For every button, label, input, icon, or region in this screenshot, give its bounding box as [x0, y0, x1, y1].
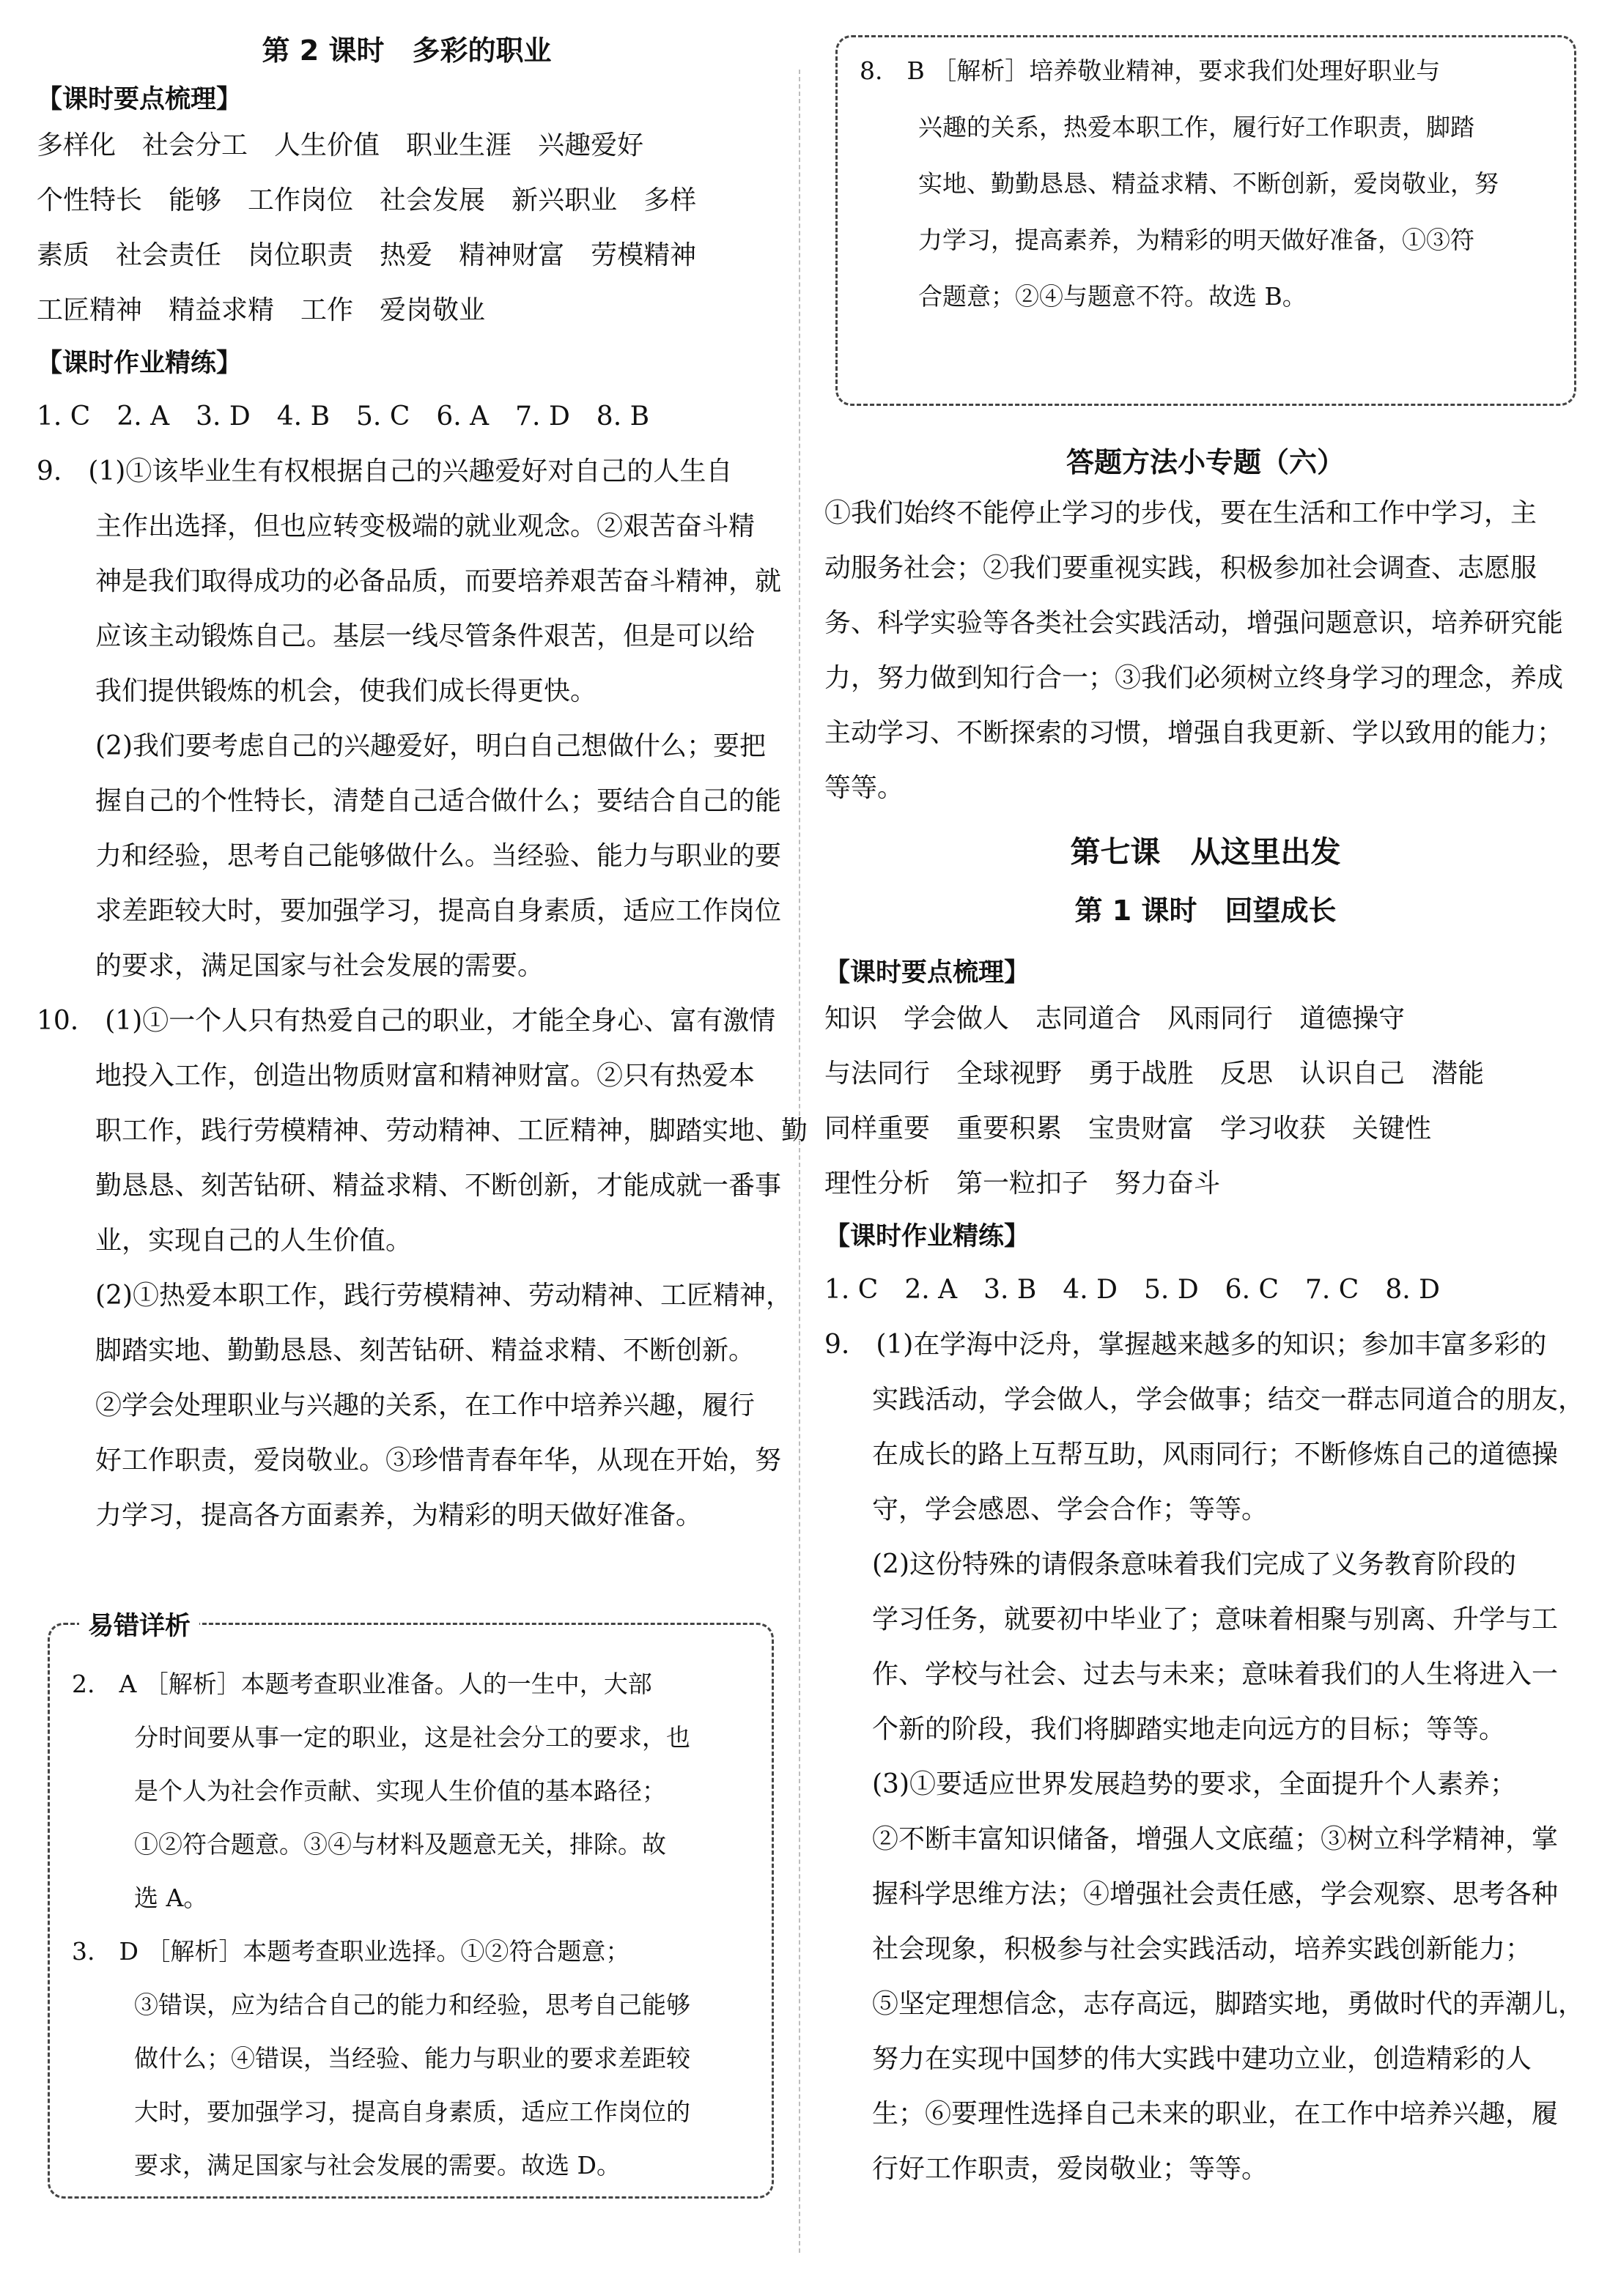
- section-exercises: 【课时作业精练】: [37, 349, 243, 378]
- error-line: 做什么；④错误，当经验、能力与职业的要求差距较: [134, 2044, 690, 2073]
- special-line: 务、科学实验等各类社会实践活动，增强问题意识，培养研究能: [824, 608, 1564, 638]
- section-key-points: 【课时要点梳理】: [37, 85, 243, 114]
- q9-line: 主作出选择，但也应转变极端的就业观念。②艰苦奋斗精: [95, 511, 756, 541]
- error-line: 是个人为社会作贡献、实现人生价值的基本路径；: [134, 1777, 666, 1805]
- keyword: 精神财富: [459, 240, 565, 270]
- keyword: 道德操守: [1299, 1004, 1406, 1034]
- keyword: 同样重要: [824, 1114, 931, 1144]
- q9-line: 生；⑥要理性选择自己未来的职业，在工作中培养兴趣，履: [872, 2099, 1559, 2129]
- keyword: 能够: [169, 185, 222, 215]
- keyword: 社会责任: [116, 240, 222, 270]
- special-topic-title: 答题方法小专题（六）: [1066, 446, 1345, 478]
- q10-line: (2)①热爱本职工作，践行劳模精神、劳动精神、工匠精神，: [95, 1281, 792, 1311]
- keyword: 岗位职责: [248, 240, 354, 270]
- q9-line: 我们提供锻炼的机会，使我们成长得更快。: [95, 676, 597, 706]
- keyword-row: [37, 289, 512, 327]
- special-line: ①我们始终不能停止学习的步伐，要在生活和工作中学习，主: [824, 498, 1537, 528]
- keyword-row: [37, 179, 723, 217]
- keyword: 宝贵财富: [1088, 1114, 1194, 1144]
- q9-line: 9. (1)①该毕业生有权根据自己的兴趣爱好对自己的人生自: [37, 456, 733, 486]
- keyword: 爱岗敬业: [380, 295, 486, 325]
- error-line: 2. A ［解析］本题考查职业准备。人的一生中，大部: [72, 1670, 652, 1698]
- q9-line: 个新的阶段，我们将脚踏实地走向远方的目标；等等。: [872, 1714, 1506, 1744]
- keyword: 重要积累: [956, 1114, 1063, 1144]
- keyword-row: [824, 998, 1431, 1035]
- keyword: 素质: [37, 240, 90, 270]
- error-analysis-title: 易错详析: [79, 1606, 199, 1643]
- q10-line: 勤恳恳、刻苦钻研、精益求精、不断创新，才能成就一番事: [95, 1171, 782, 1201]
- q9-line: 社会现象，积极参与社会实践活动，培养实践创新能力；: [872, 1934, 1532, 1964]
- analysis-box-q8: [835, 35, 1576, 406]
- q10-line: 职工作，践行劳模精神、劳动精神、工匠精神，脚踏实地、勤: [95, 1116, 808, 1146]
- keyword: 学习收获: [1220, 1114, 1326, 1144]
- keyword: 工作: [300, 295, 354, 325]
- keyword: 与法同行: [824, 1059, 931, 1089]
- error-line: 大时，要加强学习，提高自身素质，适应工作岗位的: [134, 2097, 690, 2126]
- error-analysis-box: [48, 1612, 774, 2199]
- keyword: 个性特长: [37, 185, 143, 215]
- keyword: 热爱: [380, 240, 433, 270]
- keyword: 全球视野: [956, 1059, 1063, 1089]
- q9-line: 神是我们取得成功的必备品质，而要培养艰苦奋斗精神，就: [95, 566, 782, 596]
- keyword: 潜能: [1431, 1059, 1485, 1089]
- keyword: 勇于战胜: [1088, 1059, 1194, 1089]
- box-line: 兴趣的关系，热爱本职工作，履行好工作职责，脚踏: [918, 113, 1474, 141]
- keyword: 新兴职业: [512, 185, 618, 215]
- special-line: 等等。: [824, 773, 904, 803]
- box-line: 合题意；②④与题意不符。故选 B。: [918, 282, 1307, 311]
- error-line: 分时间要从事一定的职业，这是社会分工的要求，也: [134, 1723, 690, 1752]
- q9-line: 应该主动锻炼自己。基层一线尽管条件艰苦，但是可以给: [95, 621, 756, 651]
- answer-key: 1. C 2. A 3. D 4. B 5. C 6. A 7. D 8. B: [37, 401, 650, 432]
- error-line: 要求，满足国家与社会发展的需要。故选 D。: [134, 2151, 621, 2180]
- q9-line: 学习任务，就要初中毕业了；意味着相聚与别离、升学与工: [872, 1604, 1559, 1634]
- q10-line: 地投入工作，创造出物质财富和精神财富。②只有热爱本: [95, 1061, 756, 1091]
- q9-line: 握科学思维方法；④增强社会责任感，学会观察、思考各种: [872, 1879, 1559, 1909]
- section-exercises: 【课时作业精练】: [824, 1222, 1030, 1251]
- q10-line: 好工作职责，爱岗敬业。③珍惜青春年华，从现在开始，努: [95, 1445, 782, 1475]
- q9-line: 作、学校与社会、过去与未来；意味着我们的人生将进入一: [872, 1659, 1559, 1689]
- q9-line: (3)①要适应世界发展趋势的要求，全面提升个人素养；: [872, 1769, 1516, 1799]
- keyword: 职业生涯: [406, 130, 512, 160]
- q10-line: 业，实现自己的人生价值。: [95, 1226, 413, 1256]
- q9-line: 努力在实现中国梦的伟大实践中建功立业，创造精彩的人: [872, 2044, 1532, 2074]
- keyword: 人生价值: [274, 130, 380, 160]
- keyword: 多样: [643, 185, 697, 215]
- box-line: 力学习，提高素养，为精彩的明天做好准备，①③符: [918, 226, 1474, 254]
- q9-line: 守，学会感恩、学会合作；等等。: [872, 1495, 1269, 1525]
- keyword: 劳模精神: [591, 240, 697, 270]
- keyword: 社会发展: [380, 185, 486, 215]
- keyword-row: [824, 1053, 1510, 1090]
- lesson-title: 第 1 课时 回望成长: [1074, 895, 1337, 927]
- box-line: 8. B ［解析］培养敬业精神，要求我们处理好职业与: [860, 56, 1441, 85]
- q9-line: 行好工作职责，爱岗敬业；等等。: [872, 2154, 1269, 2184]
- keyword: 兴趣爱好: [538, 130, 644, 160]
- keyword-row: [824, 1163, 1247, 1200]
- error-line: ③错误，应为结合自己的能力和经验，思考自己能够: [134, 1991, 690, 2019]
- q10-line: 10. (1)①一个人只有热爱自己的职业，才能全身心、富有激情: [37, 1006, 776, 1036]
- keyword: 志同道合: [1035, 1004, 1142, 1034]
- error-line: 选 A。: [134, 1884, 208, 1912]
- keyword-row: [824, 1108, 1458, 1145]
- q10-line: 力学习，提高各方面素养，为精彩的明天做好准备。: [95, 1500, 703, 1530]
- keyword: 精益求精: [169, 295, 275, 325]
- keyword: 第一粒扣子: [956, 1169, 1089, 1199]
- column-divider: [799, 70, 800, 2253]
- q9-line: 在成长的路上互帮互助，风雨同行；不断修炼自己的道德操: [872, 1440, 1559, 1470]
- q9-line: 握自己的个性特长，清楚自己适合做什么；要结合自己的能: [95, 786, 782, 816]
- error-line: 3. D ［解析］本题考查职业选择。①②符合题意；: [72, 1937, 630, 1966]
- keyword: 关键性: [1352, 1114, 1432, 1144]
- q9-line: 的要求，满足国家与社会发展的需要。: [95, 951, 544, 981]
- q9-line: (2)这份特殊的请假条意味着我们完成了义务教育阶段的: [872, 1549, 1516, 1580]
- q9-line: ②不断丰富知识储备，增强人文底蕴；③树立科学精神，掌: [872, 1824, 1559, 1854]
- keyword: 学会做人: [904, 1004, 1010, 1034]
- special-line: 主动学习、不断探索的习惯，增强自我更新、学以致用的能力；: [824, 718, 1564, 748]
- unit-title: 第七课 从这里出发: [1070, 834, 1341, 870]
- keyword: 努力奋斗: [1115, 1169, 1221, 1199]
- keyword-row: [37, 234, 723, 272]
- keyword: 理性分析: [824, 1169, 931, 1199]
- keyword: 多样化: [37, 130, 117, 160]
- q9-line: 求差距较大时，要加强学习，提高自身素质，适应工作岗位: [95, 896, 782, 926]
- q9-line: ⑤坚定理想信念，志存高远，脚踏实地，勇做时代的弄潮儿，: [872, 1989, 1585, 2019]
- q9-line: 实践活动，学会做人，学会做事；结交一群志同道合的朋友，: [872, 1385, 1585, 1415]
- q10-line: 脚踏实地、勤勤恳恳、刻苦钻研、精益求精、不断创新。: [95, 1336, 756, 1366]
- keyword: 工作岗位: [248, 185, 354, 215]
- keyword: 知识: [824, 1004, 878, 1034]
- section-key-points: 【课时要点梳理】: [824, 958, 1030, 988]
- keyword: 风雨同行: [1167, 1004, 1274, 1034]
- q10-line: ②学会处理职业与兴趣的关系，在工作中培养兴趣，履行: [95, 1390, 756, 1421]
- q9-line: 9. (1)在学海中泛舟，掌握越来越多的知识；参加丰富多彩的: [824, 1330, 1547, 1360]
- keyword: 反思: [1220, 1059, 1274, 1089]
- lesson-title: 第 2 课时 多彩的职业: [262, 34, 552, 67]
- keyword-row: [37, 125, 670, 162]
- error-line: ①②符合题意。③④与材料及题意无关，排除。故: [134, 1830, 666, 1859]
- box-line: 实地、勤勤恳恳、精益求精、不断创新，爱岗敬业，努: [918, 169, 1499, 198]
- special-line: 动服务社会；②我们要重视实践，积极参加社会调查、志愿服: [824, 553, 1537, 583]
- q9-line: (2)我们要考虑自己的兴趣爱好，明白自己想做什么；要把: [95, 731, 766, 761]
- keyword: 认识自己: [1299, 1059, 1406, 1089]
- q9-line: 力和经验，思考自己能够做什么。当经验、能力与职业的要: [95, 841, 782, 871]
- answer-key: 1. C 2. A 3. B 4. D 5. D 6. C 7. C 8. D: [824, 1275, 1441, 1305]
- special-line: 力，努力做到知行合一；③我们必须树立终身学习的理念，养成: [824, 663, 1564, 693]
- keyword: 社会分工: [142, 130, 248, 160]
- keyword: 工匠精神: [37, 295, 143, 325]
